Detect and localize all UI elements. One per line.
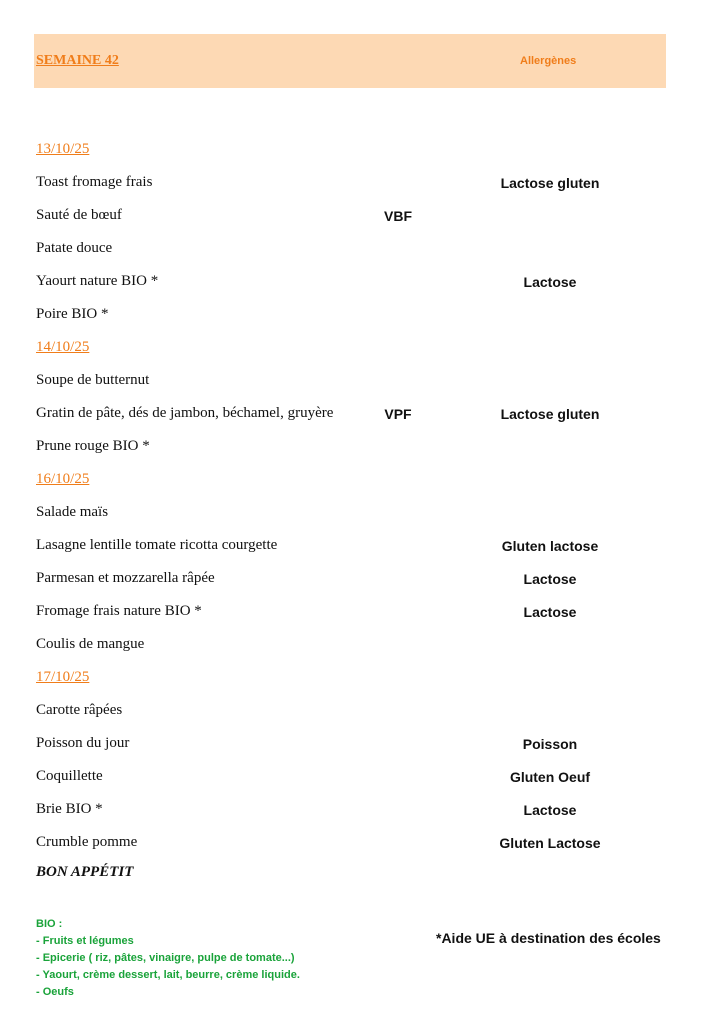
allergens-value: Gluten Oeuf (509, 769, 591, 785)
dish-name: Fromage frais nature BIO * (36, 603, 202, 619)
menu-row (0, 207, 728, 227)
week-header (34, 34, 666, 88)
dish-name: Coquillette (36, 768, 103, 784)
allergens-value: Gluten lactose (501, 538, 599, 554)
date-heading (0, 339, 728, 359)
dish-name: Coulis de mangue (36, 636, 145, 652)
menu-row (0, 240, 728, 260)
bio-legend-item: - Fruits et légumes (36, 935, 134, 947)
dish-name: Gratin de pâte, dés de jambon, béchamel, gruyère (36, 405, 334, 421)
dish-name: Salade maïs (36, 504, 109, 520)
bio-legend-item: - Yaourt, crème dessert, lait, beurre, crème liquide. (36, 969, 300, 981)
eu-aid-note: *Aide UE à destination des écoles (436, 930, 661, 946)
dish-name: Poire BIO * (36, 306, 109, 322)
dish-name: Yaourt nature BIO * (36, 273, 159, 289)
menu-row (0, 174, 728, 194)
date-label: 13/10/25 (36, 141, 90, 157)
bio-legend-item: - Epicerie ( riz, pâtes, vinaigre, pulpe de tomate...) (36, 952, 295, 964)
dish-name: Prune rouge BIO * (36, 438, 150, 454)
dish-name: Crumble pomme (36, 834, 138, 850)
menu-row (0, 306, 728, 326)
menu-row (0, 438, 728, 458)
bio-legend-title: BIO : (36, 918, 63, 930)
allergens-column-header: Allergènes (520, 55, 577, 67)
date-heading (0, 471, 728, 491)
dish-name: Lasagne lentille tomate ricotta courgette (36, 537, 278, 553)
allergens-value: Poisson (522, 736, 578, 752)
allergens-value: Lactose (523, 571, 577, 587)
dish-name: Toast fromage frais (36, 174, 153, 190)
menu-row (0, 273, 728, 293)
dish-name: Patate douce (36, 240, 113, 256)
meat-origin-label: VBF (384, 208, 412, 224)
bio-legend-item: - Oeufs (36, 986, 74, 998)
date-heading (0, 669, 728, 689)
allergens-value: Lactose gluten (500, 175, 600, 191)
dish-name: Sauté de bœuf (36, 207, 122, 223)
menu-row (0, 405, 728, 425)
menu-row (0, 801, 728, 821)
bio-legend (36, 916, 300, 1001)
dish-name: Brie BIO * (36, 801, 103, 817)
date-heading (0, 141, 728, 161)
date-label: 14/10/25 (36, 339, 90, 355)
allergens-value: Lactose gluten (500, 406, 600, 422)
menu-row (0, 570, 728, 590)
allergens-value: Lactose (523, 802, 577, 818)
allergens-value: Lactose (523, 274, 577, 290)
menu-row (0, 768, 728, 788)
week-title: SEMAINE 42 (36, 53, 119, 68)
allergens-value: Lactose (523, 604, 577, 620)
menu-row (0, 834, 728, 854)
menu-row (0, 636, 728, 656)
dish-name: Carotte râpées (36, 702, 123, 718)
menu-row (0, 702, 728, 722)
menu-row (0, 537, 728, 557)
menu-row (0, 372, 728, 392)
dish-name: Parmesan et mozzarella râpée (36, 570, 215, 586)
menu-row (0, 504, 728, 524)
menu-row (0, 735, 728, 755)
meat-origin-label: VPF (384, 406, 412, 422)
menu-row (0, 603, 728, 623)
date-label: 17/10/25 (36, 669, 90, 685)
dish-name: Poisson du jour (36, 735, 130, 751)
closing-text: BON APPÉTIT (36, 864, 134, 880)
date-label: 16/10/25 (36, 471, 90, 487)
dish-name: Soupe de butternut (36, 372, 150, 388)
allergens-value: Gluten Lactose (499, 835, 601, 851)
